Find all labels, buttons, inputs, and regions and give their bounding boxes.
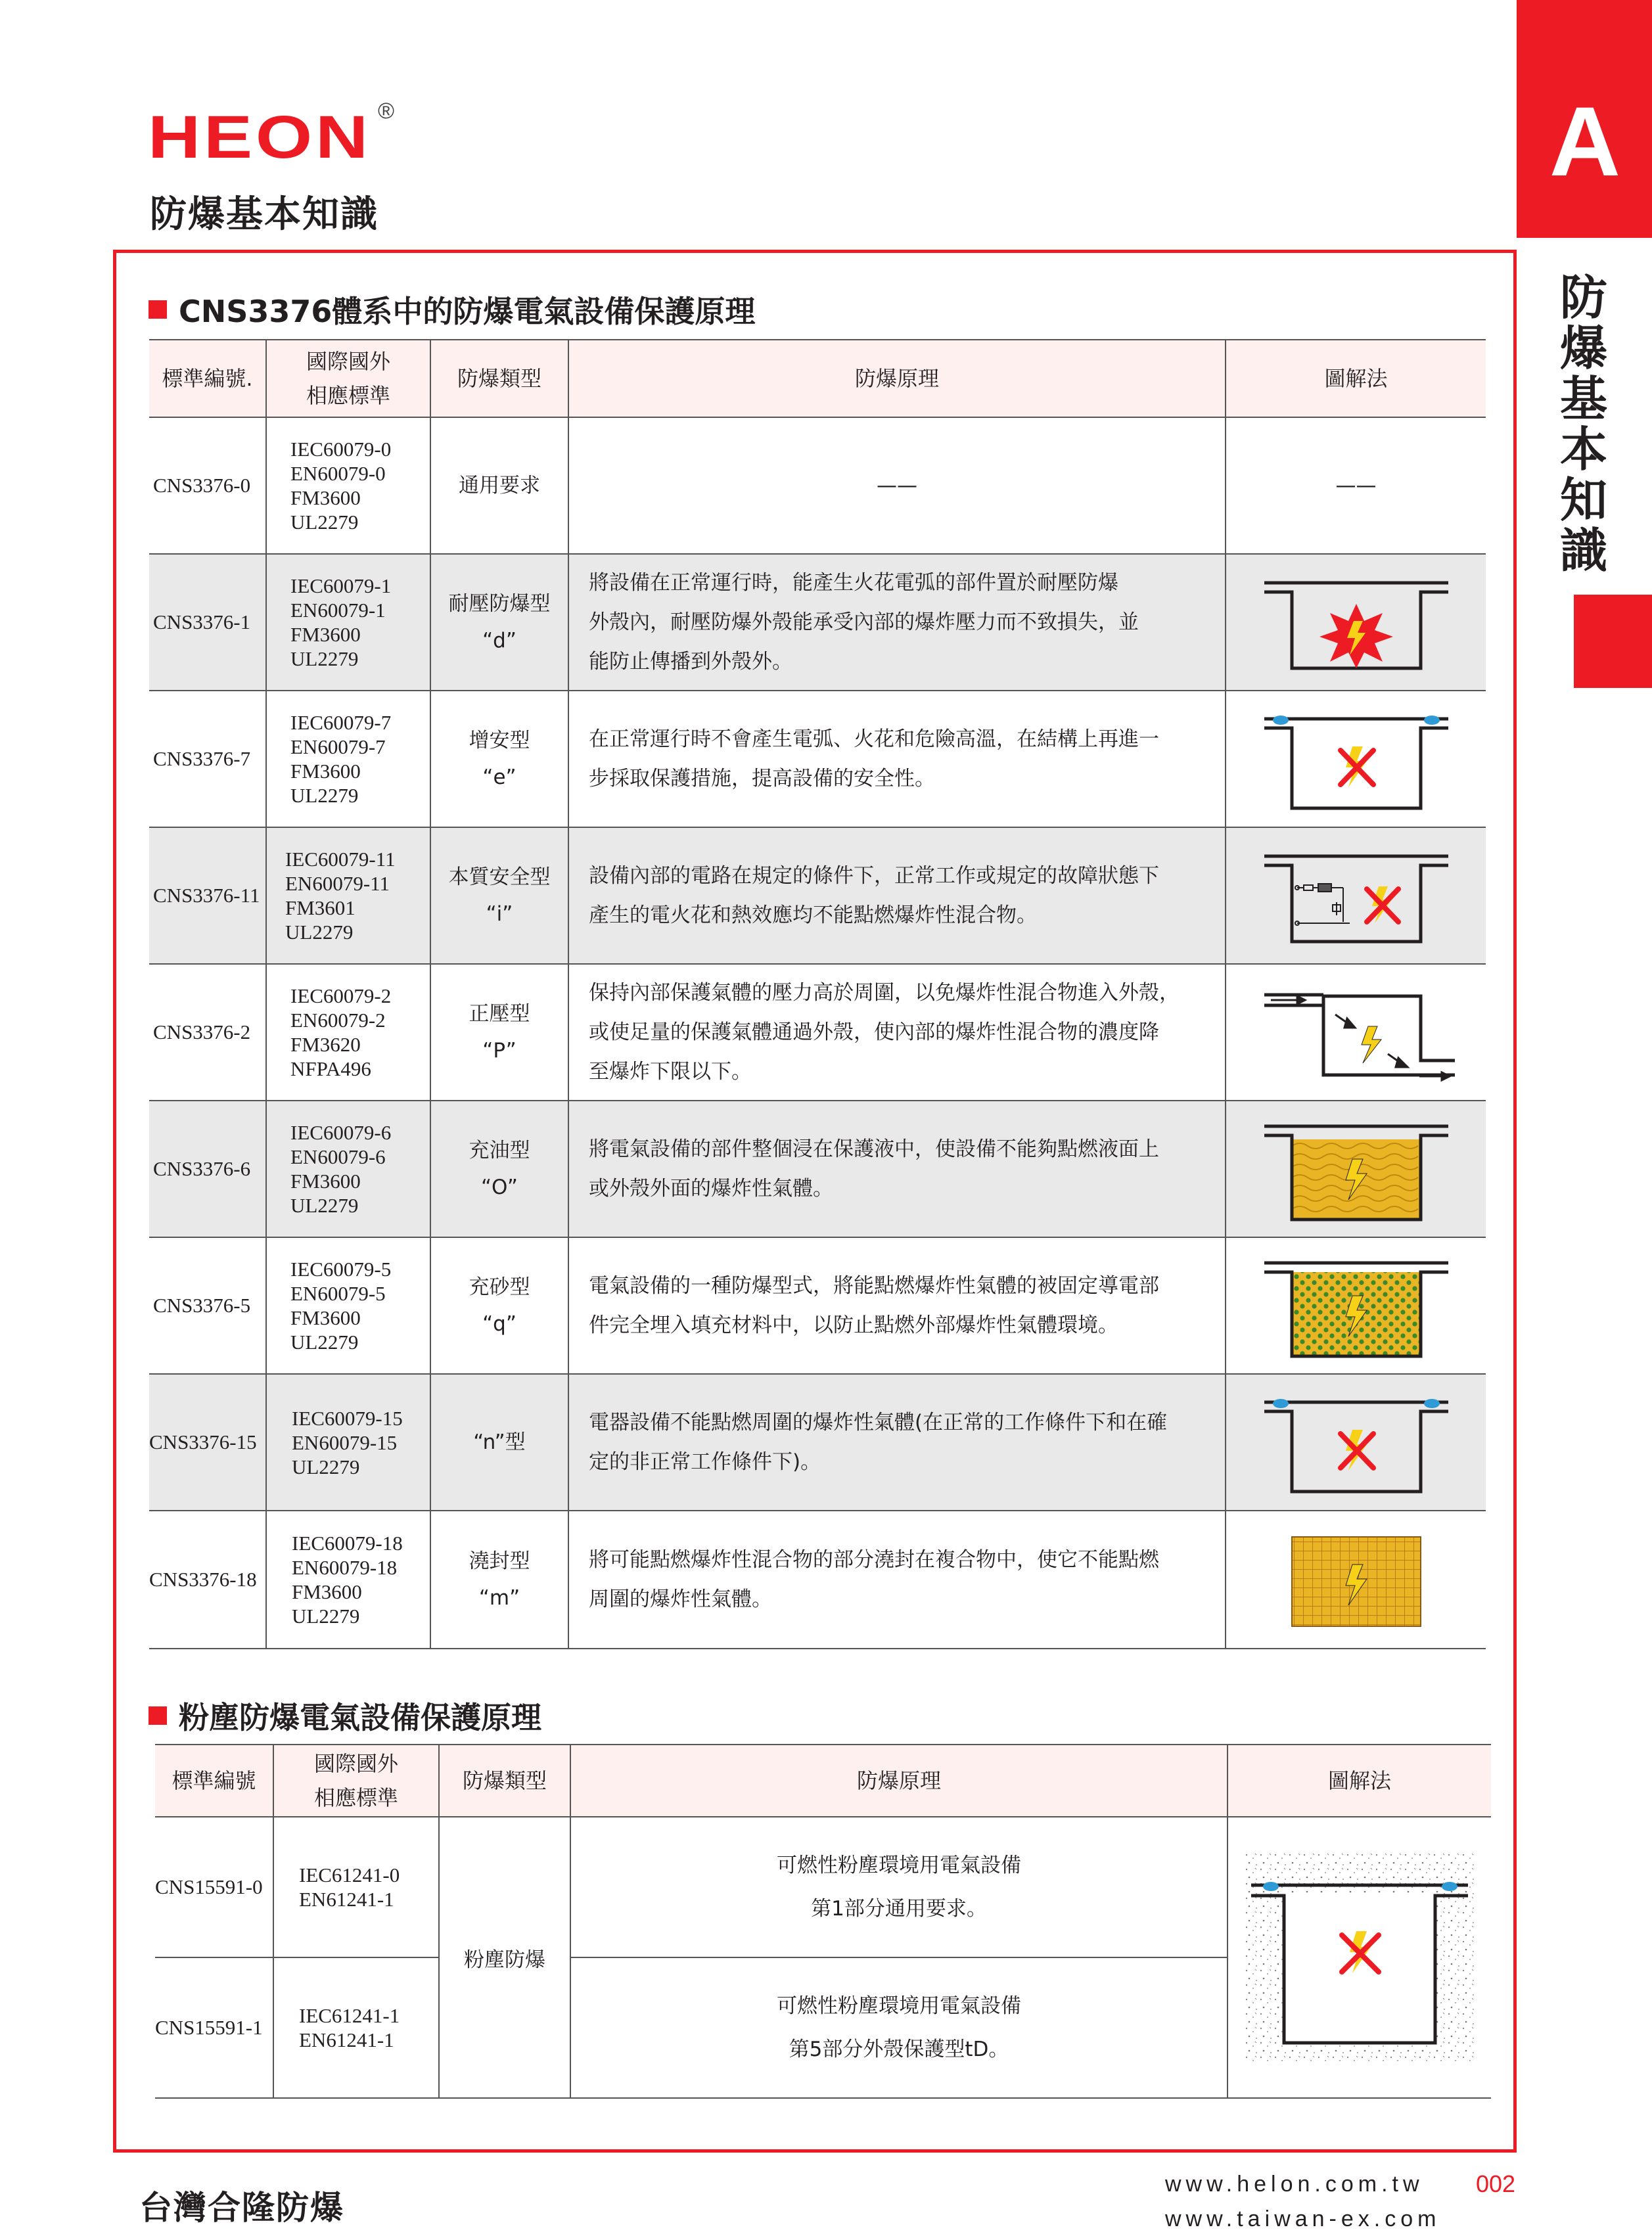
flameproof-icon xyxy=(1258,570,1455,675)
intl-standard-cell: IEC60079-18 EN60079-18 FM3600 UL2279 xyxy=(266,1511,430,1649)
col-header-diagram: 圖解法 xyxy=(1228,1745,1491,1817)
principle-cell: 將設備在正常運行時，能產生火花電弧的部件置於耐壓防爆 外殼內，耐壓防爆外殼能承受內部的爆炸壓力而不致損失，並 能防止傳播到外殼外。 xyxy=(568,554,1226,691)
diagram-cell xyxy=(1226,1374,1486,1511)
intl-standard-cell: IEC60079-6 EN60079-6 FM3600 UL2279 xyxy=(266,1101,430,1237)
diagram-cell xyxy=(1228,1817,1491,2098)
principle-cell: 電器設備不能點燃周圍的爆炸性氣體(在正常的工作條件下和在確 定的非正常工作條件下)。 xyxy=(568,1374,1226,1511)
intrinsic-safety-icon xyxy=(1258,843,1455,948)
dust-protection-table xyxy=(155,1744,1491,2099)
registered-mark: ® xyxy=(378,99,395,124)
vertical-title: 防爆基本知識 xyxy=(1559,270,1607,578)
table-row xyxy=(149,1374,1486,1511)
table-row xyxy=(149,554,1486,691)
footer-url-helon[interactable]: www.helon.com.tw xyxy=(1165,2172,1424,2197)
intl-standard-cell: IEC60079-15 EN60079-15 UL2279 xyxy=(266,1374,430,1511)
diagram-cell xyxy=(1226,827,1486,964)
tab-marker xyxy=(1574,595,1652,688)
standard-cell: CNS3376-11 xyxy=(149,827,266,964)
footer-url-taiwan-ex[interactable]: www.taiwan-ex.com xyxy=(1165,2206,1441,2231)
section2-title xyxy=(149,1694,541,1737)
standard-cell: CNS3376-15 xyxy=(149,1374,266,1511)
diagram-cell xyxy=(1226,554,1486,691)
principle-cell: 保持內部保護氣體的壓力高於周圍，以免爆炸性混合物進入外殼， 或使足量的保護氣體通過外殼，使內部的爆炸性混合物的濃度降 至爆炸下限以下。 xyxy=(568,964,1226,1101)
principle-cell: 可燃性粉塵環境用電氣設備 第1部分通用要求。 xyxy=(570,1817,1228,1957)
diagram-cell xyxy=(1226,691,1486,827)
powder-filling-icon xyxy=(1258,1250,1455,1361)
diagram-cell: —— xyxy=(1226,417,1486,554)
col-header-diagram: 圖解法 xyxy=(1226,340,1486,417)
standard-cell: CNS3376-0 xyxy=(149,417,266,554)
col-header-type: 防爆類型 xyxy=(439,1745,570,1817)
table-row xyxy=(149,1237,1486,1374)
svg-text:HEON: HEON xyxy=(148,112,371,164)
intl-standard-cell: IEC60079-5 EN60079-5 FM3600 UL2279 xyxy=(266,1237,430,1374)
table-row xyxy=(149,1101,1486,1237)
section1-title xyxy=(149,288,755,331)
type-cell: 耐壓防爆型 “d” xyxy=(430,554,568,691)
footer-company: 台灣合隆防爆 xyxy=(139,2189,344,2227)
table-row xyxy=(149,1511,1486,1649)
diagram-cell xyxy=(1226,1101,1486,1237)
type-cell: 粉塵防爆 xyxy=(439,1817,570,2098)
table-row xyxy=(149,964,1486,1101)
intl-standard-cell: IEC61241-1 EN61241-1 xyxy=(273,1957,439,2098)
encapsulation-icon xyxy=(1258,1524,1455,1635)
table-row xyxy=(149,827,1486,964)
col-header-standard: 標準編號. xyxy=(149,340,266,417)
diagram-cell xyxy=(1226,1511,1486,1649)
standard-cell: CNS3376-5 xyxy=(149,1237,266,1374)
standard-cell: CNS15591-0 xyxy=(155,1817,273,1957)
heon-logo xyxy=(148,112,391,164)
type-cell: 本質安全型 “i” xyxy=(430,827,568,964)
principle-cell: 設備內部的電路在規定的條件下，正常工作或規定的故障狀態下 產生的電火花和熱效應均不能點燃爆炸性混合物。 xyxy=(568,827,1226,964)
page-heading: 防爆基本知識 xyxy=(150,193,379,236)
type-cell: 正壓型 “P” xyxy=(430,964,568,1101)
principle-cell: 將電氣設備的部件整個浸在保護液中，使設備不能夠點燃液面上 或外殼外面的爆炸性氣體。 xyxy=(568,1101,1226,1237)
type-cell: 增安型 “e” xyxy=(430,691,568,827)
standard-cell: CNS3376-2 xyxy=(149,964,266,1101)
col-header-principle: 防爆原理 xyxy=(570,1745,1228,1817)
type-cell: 充砂型 “q” xyxy=(430,1237,568,1374)
bullet-square-icon xyxy=(149,1706,167,1725)
diagram-cell xyxy=(1226,1237,1486,1374)
section2-title-text: 粉塵防爆電氣設備保護原理 xyxy=(179,1700,541,1735)
page-number: 002 xyxy=(1476,2170,1516,2197)
increased-safety-icon xyxy=(1258,703,1455,815)
col-header-type: 防爆類型 xyxy=(430,340,568,417)
standard-cell: CNS3376-1 xyxy=(149,554,266,691)
col-header-principle: 防爆原理 xyxy=(568,340,1226,417)
standard-cell: CNS3376-6 xyxy=(149,1101,266,1237)
intl-standard-cell: IEC60079-2 EN60079-2 FM3620 NFPA496 xyxy=(266,964,430,1101)
diagram-cell xyxy=(1226,964,1486,1101)
oil-immersion-icon xyxy=(1258,1113,1455,1225)
standard-cell: CNS3376-7 xyxy=(149,691,266,827)
principle-cell: —— xyxy=(568,417,1226,554)
intl-standard-cell: IEC60079-11 EN60079-11 FM3601 UL2279 xyxy=(266,827,430,964)
bullet-square-icon xyxy=(149,300,167,319)
standard-cell: CNS15591-1 xyxy=(155,1957,273,2098)
intl-standard-cell: IEC60079-0 EN60079-0 FM3600 UL2279 xyxy=(266,417,430,554)
type-cell: 充油型 “O” xyxy=(430,1101,568,1237)
section-tab-letter: A xyxy=(1549,86,1621,196)
col-header-intl: 國際國外 相應標準 xyxy=(266,340,430,417)
type-cell: 澆封型 “m” xyxy=(430,1511,568,1649)
intl-standard-cell: IEC60079-1 EN60079-1 FM3600 UL2279 xyxy=(266,554,430,691)
type-cell: “n”型 xyxy=(430,1374,568,1511)
table-row xyxy=(149,691,1486,827)
principle-cell: 可燃性粉塵環境用電氣設備 第5部分外殼保護型tD。 xyxy=(570,1957,1228,2098)
section1-title-text: CNS3376體系中的防爆電氣設備保護原理 xyxy=(179,294,756,329)
pressurized-icon xyxy=(1258,976,1455,1088)
type-n-icon xyxy=(1258,1386,1455,1498)
intl-standard-cell: IEC60079-7 EN60079-7 FM3600 UL2279 xyxy=(266,691,430,827)
table-row xyxy=(155,1817,1491,1957)
principle-cell: 在正常運行時不會產生電弧、火花和危險高溫，在結構上再進一 步採取保護措施，提高設備的安全性。 xyxy=(568,691,1226,827)
col-header-standard: 標準編號 xyxy=(155,1745,273,1817)
table-row xyxy=(149,417,1486,554)
col-header-intl: 國際國外 相應標準 xyxy=(273,1745,439,1817)
principle-cell: 將可能點燃爆炸性混合物的部分澆封在複合物中，使它不能點燃 周圍的爆炸性氣體。 xyxy=(568,1511,1226,1649)
dust-protection-icon xyxy=(1245,1852,1475,2063)
type-cell: 通用要求 xyxy=(430,417,568,554)
intl-standard-cell: IEC61241-0 EN61241-1 xyxy=(273,1817,439,1957)
protection-table xyxy=(149,339,1486,1649)
principle-cell: 電氣設備的一種防爆型式，將能點燃爆炸性氣體的被固定導電部 件完全埋入填充材料中，以防止點燃外部爆炸性氣體環境。 xyxy=(568,1237,1226,1374)
standard-cell: CNS3376-18 xyxy=(149,1511,266,1649)
